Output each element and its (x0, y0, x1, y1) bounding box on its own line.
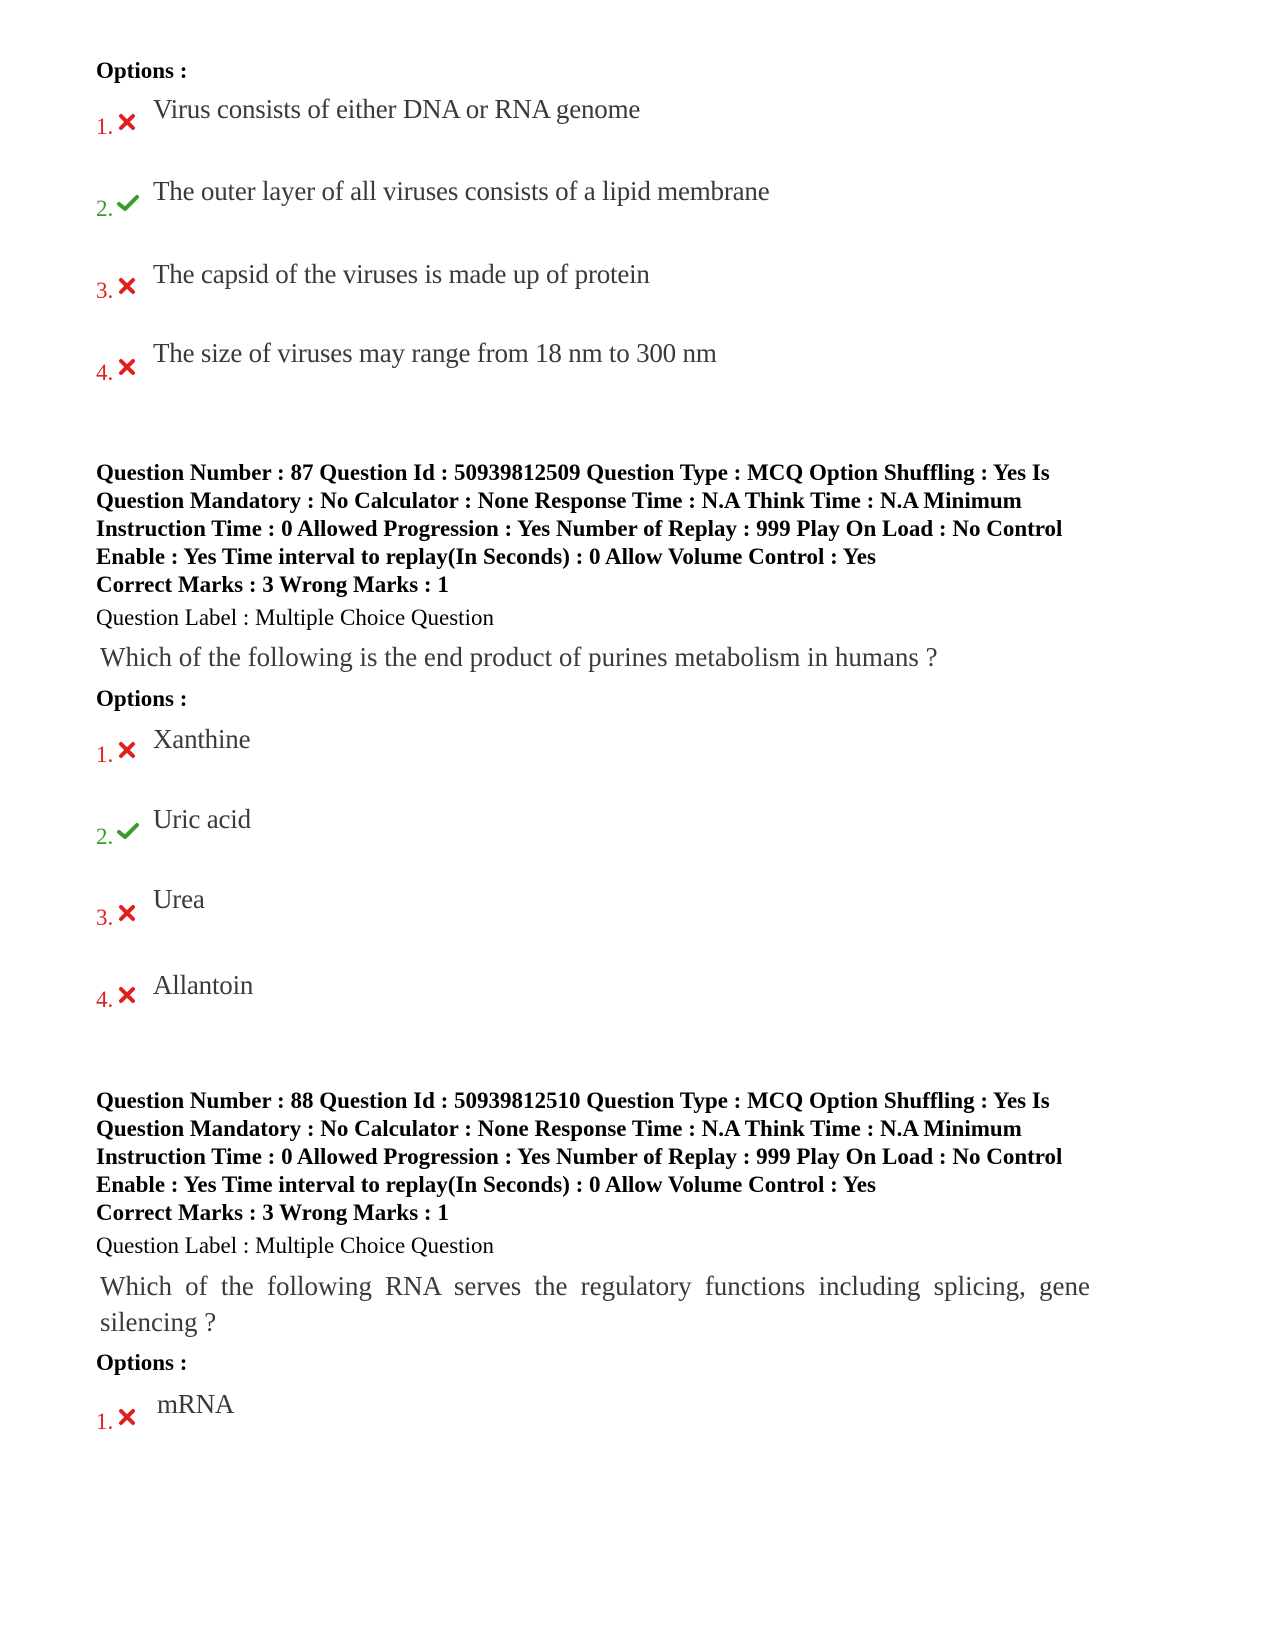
options-heading: Options : (96, 58, 188, 83)
cross-icon (118, 741, 136, 759)
option-number: 1. (96, 114, 114, 139)
option-number: 4. (96, 360, 114, 385)
option-number: 2. (96, 196, 114, 221)
question-meta: Question Number : 88 Question Id : 50939812510 Question Type : MCQ Option Shuffling : Yes Is Question Mandatory : No Calculator : None Response Time : N.A Think Time : N.A Minimum Instruction Time : 0 Allowed Progression : Yes Number of Replay : 999 Play On Load : No Control Enable : Yes Time interval to replay(In Seconds) : 0 Allow Volume Control : Yes (96, 1088, 1063, 1197)
option-number: 3. (96, 905, 114, 930)
question-text: Which of the following is the end product of purines metabolism in humans ? (100, 642, 938, 672)
option-number: 1. (96, 742, 114, 767)
question-meta: Question Number : 87 Question Id : 50939812509 Question Type : MCQ Option Shuffling : Yes Is Question Mandatory : No Calculator : None Response Time : N.A Think Time : N.A Minimum Instruction Time : 0 Allowed Progression : Yes Number of Replay : 999 Play On Load : No Control Enable : Yes Time interval to replay(In Seconds) : 0 Allow Volume Control : Yes (96, 460, 1063, 569)
cross-icon (118, 1408, 136, 1426)
option-text: Allantoin (153, 970, 254, 1000)
option-number: 3. (96, 278, 114, 303)
check-icon (117, 822, 139, 840)
check-icon (117, 194, 139, 212)
option-text: The capsid of the viruses is made up of protein (153, 259, 650, 289)
cross-icon (118, 358, 136, 376)
marks-info: Correct Marks : 3 Wrong Marks : 1 (96, 1200, 449, 1225)
question-label: Question Label : Multiple Choice Question (96, 605, 494, 630)
option-text: Urea (153, 884, 205, 914)
option-text: The size of viruses may range from 18 nm to 300 nm (153, 338, 717, 368)
option-number: 4. (96, 987, 114, 1012)
question-label: Question Label : Multiple Choice Question (96, 1233, 494, 1258)
options-heading: Options : (96, 686, 188, 711)
option-text: The outer layer of all viruses consists of a lipid membrane (153, 176, 770, 206)
option-number: 1. (96, 1409, 114, 1434)
marks-info: Correct Marks : 3 Wrong Marks : 1 (96, 572, 449, 597)
cross-icon (118, 986, 136, 1004)
cross-icon (118, 904, 136, 922)
cross-icon (118, 277, 136, 295)
option-text: Uric acid (153, 804, 251, 834)
option-text: mRNA (157, 1389, 235, 1419)
cross-icon (118, 113, 136, 131)
question-text: Which of the following RNA serves the regulatory functions including splicing, gene silencing ? (100, 1271, 1090, 1337)
options-heading: Options : (96, 1350, 188, 1375)
option-text: Virus consists of either DNA or RNA genome (153, 94, 641, 124)
option-text: Xanthine (153, 724, 251, 754)
option-number: 2. (96, 824, 114, 849)
